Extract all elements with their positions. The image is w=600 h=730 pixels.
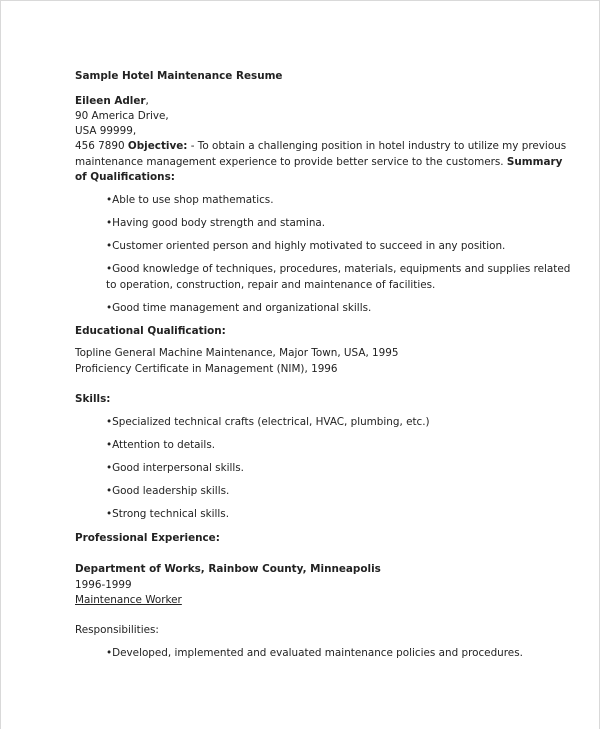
summary-label: Summary: [506, 156, 563, 168]
skills-heading: Skills:: [75, 393, 111, 405]
objective-line-2: [75, 155, 562, 169]
qualification-item: •Having good body strength and stamina.: [106, 217, 326, 229]
education-item: Proficiency Certificate in Management (NIM), 1996: [75, 363, 338, 375]
qualification-item-continued: to operation, construction, repair and maintenance of facilities.: [106, 279, 436, 291]
responsibility-item: •Developed, implemented and evaluated maintenance policies and procedures.: [106, 647, 523, 659]
skill-item: •Strong technical skills.: [106, 508, 229, 520]
skill-item: •Good interpersonal skills.: [106, 462, 244, 474]
applicant-name-comma: ,: [145, 95, 149, 107]
document-title: Sample Hotel Maintenance Resume: [75, 70, 283, 82]
education-heading: Educational Qualification:: [75, 325, 226, 337]
objective-text-continued: maintenance management experience to provide better service to the customers.: [75, 156, 504, 168]
phone-number: 456 7890: [75, 140, 125, 152]
skill-item: •Specialized technical crafts (electrical, HVAC, plumbing, etc.): [106, 416, 430, 428]
objective-text: - To obtain a challenging position in hotel industry to utilize my previous: [187, 140, 567, 152]
summary-label-continued: of Qualifications:: [75, 171, 175, 183]
education-item: Topline General Machine Maintenance, Major Town, USA, 1995: [75, 347, 399, 359]
job-title: Maintenance Worker: [75, 594, 182, 606]
applicant-name-line: [75, 94, 149, 108]
employment-years: 1996-1999: [75, 579, 132, 591]
objective-label: Objective:: [127, 140, 188, 152]
experience-heading: Professional Experience:: [75, 532, 220, 544]
skill-item: •Good leadership skills.: [106, 485, 230, 497]
address-line-1: 90 America Drive,: [75, 110, 169, 122]
qualification-item: •Customer oriented person and highly motivated to succeed in any position.: [106, 240, 506, 252]
qualification-item: •Good time management and organizational skills.: [106, 302, 372, 314]
employer-name: Department of Works, Rainbow County, Minneapolis: [75, 563, 381, 575]
skill-item: •Attention to details.: [106, 439, 216, 451]
qualification-item: •Good knowledge of techniques, procedures, materials, equipments and supplies related: [106, 263, 571, 275]
applicant-name: Eileen Adler: [75, 95, 146, 107]
responsibilities-label: Responsibilities:: [75, 624, 159, 636]
address-line-2: USA 99999,: [75, 125, 137, 137]
objective-line: [75, 139, 566, 153]
qualification-item: •Able to use shop mathematics.: [106, 194, 274, 206]
